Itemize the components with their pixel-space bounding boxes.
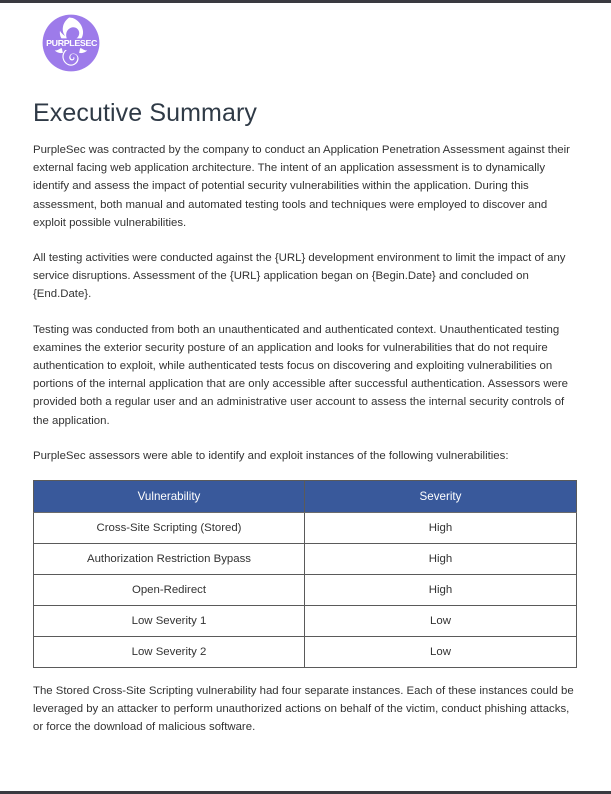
cell-vulnerability: Low Severity 2 xyxy=(34,637,305,668)
table-row xyxy=(34,606,577,637)
paragraph-methodology: Testing was conducted from both an unauthenticated and authenticated context. Unauthenticated testing examines the exterior security posture of an application and looks for vulnerabilities that do not require authentication to exploit, while authenticated tests focus on discovering and exploiting vulnerabilities on portions of the internal application that are only accessible after successful authentication. Assessors were provided both a regular user and an administrative user account to assess the internal security controls of the application. xyxy=(33,323,569,427)
page-title: Executive Summary xyxy=(33,99,257,127)
paragraph-closing: The Stored Cross-Site Scripting vulnerability had four separate instances. Each of these instances could be leveraged by an attacker to perform unauthorized actions on behalf of the victim, conduct phishing attacks, or force the download of malicious software. xyxy=(33,685,574,734)
paragraph-scope: All testing activities were conducted against the {URL} development environment to limit the impact of any service disruptions. Assessment of the {URL} application began on {Begin.Date} and concluded on {End.Date}. xyxy=(33,252,566,301)
table-header-row xyxy=(34,481,577,513)
cell-severity: Low xyxy=(305,606,577,637)
document-body xyxy=(33,141,576,754)
table-row xyxy=(34,513,577,544)
cell-severity: Low xyxy=(305,637,577,668)
cell-vulnerability: Cross-Site Scripting (Stored) xyxy=(34,513,305,544)
cell-vulnerability: Open-Redirect xyxy=(34,575,305,606)
cell-vulnerability: Authorization Restriction Bypass xyxy=(34,544,305,575)
table-row xyxy=(34,575,577,606)
cell-severity: High xyxy=(305,575,577,606)
vulnerability-table xyxy=(33,480,577,668)
logo-wordmark: PURPLESEC xyxy=(46,38,98,49)
column-header-severity: Severity xyxy=(305,481,577,513)
paragraph-intro: PurpleSec was contracted by the company to conduct an Application Penetration Assessment against their external facing web application architecture. The intent of an application assessment is to dynamically identify and assess the impact of potential security vulnerabilities within the application. During this assessment, both manual and automated testing tools and techniques were employed to discover and exploit possible vulnerabilities. xyxy=(33,144,570,229)
cell-severity: High xyxy=(305,513,577,544)
cell-vulnerability: Low Severity 1 xyxy=(34,606,305,637)
column-header-vulnerability: Vulnerability xyxy=(34,481,305,513)
document-page xyxy=(0,3,611,791)
table-row xyxy=(34,544,577,575)
purplesec-seahorse-logo xyxy=(42,14,100,72)
cell-severity: High xyxy=(305,544,577,575)
purplesec-logo xyxy=(42,14,100,72)
table-row xyxy=(34,637,577,668)
paragraph-findings-lead-in: PurpleSec assessors were able to identify and exploit instances of the following vulnerabilities: xyxy=(33,449,509,462)
